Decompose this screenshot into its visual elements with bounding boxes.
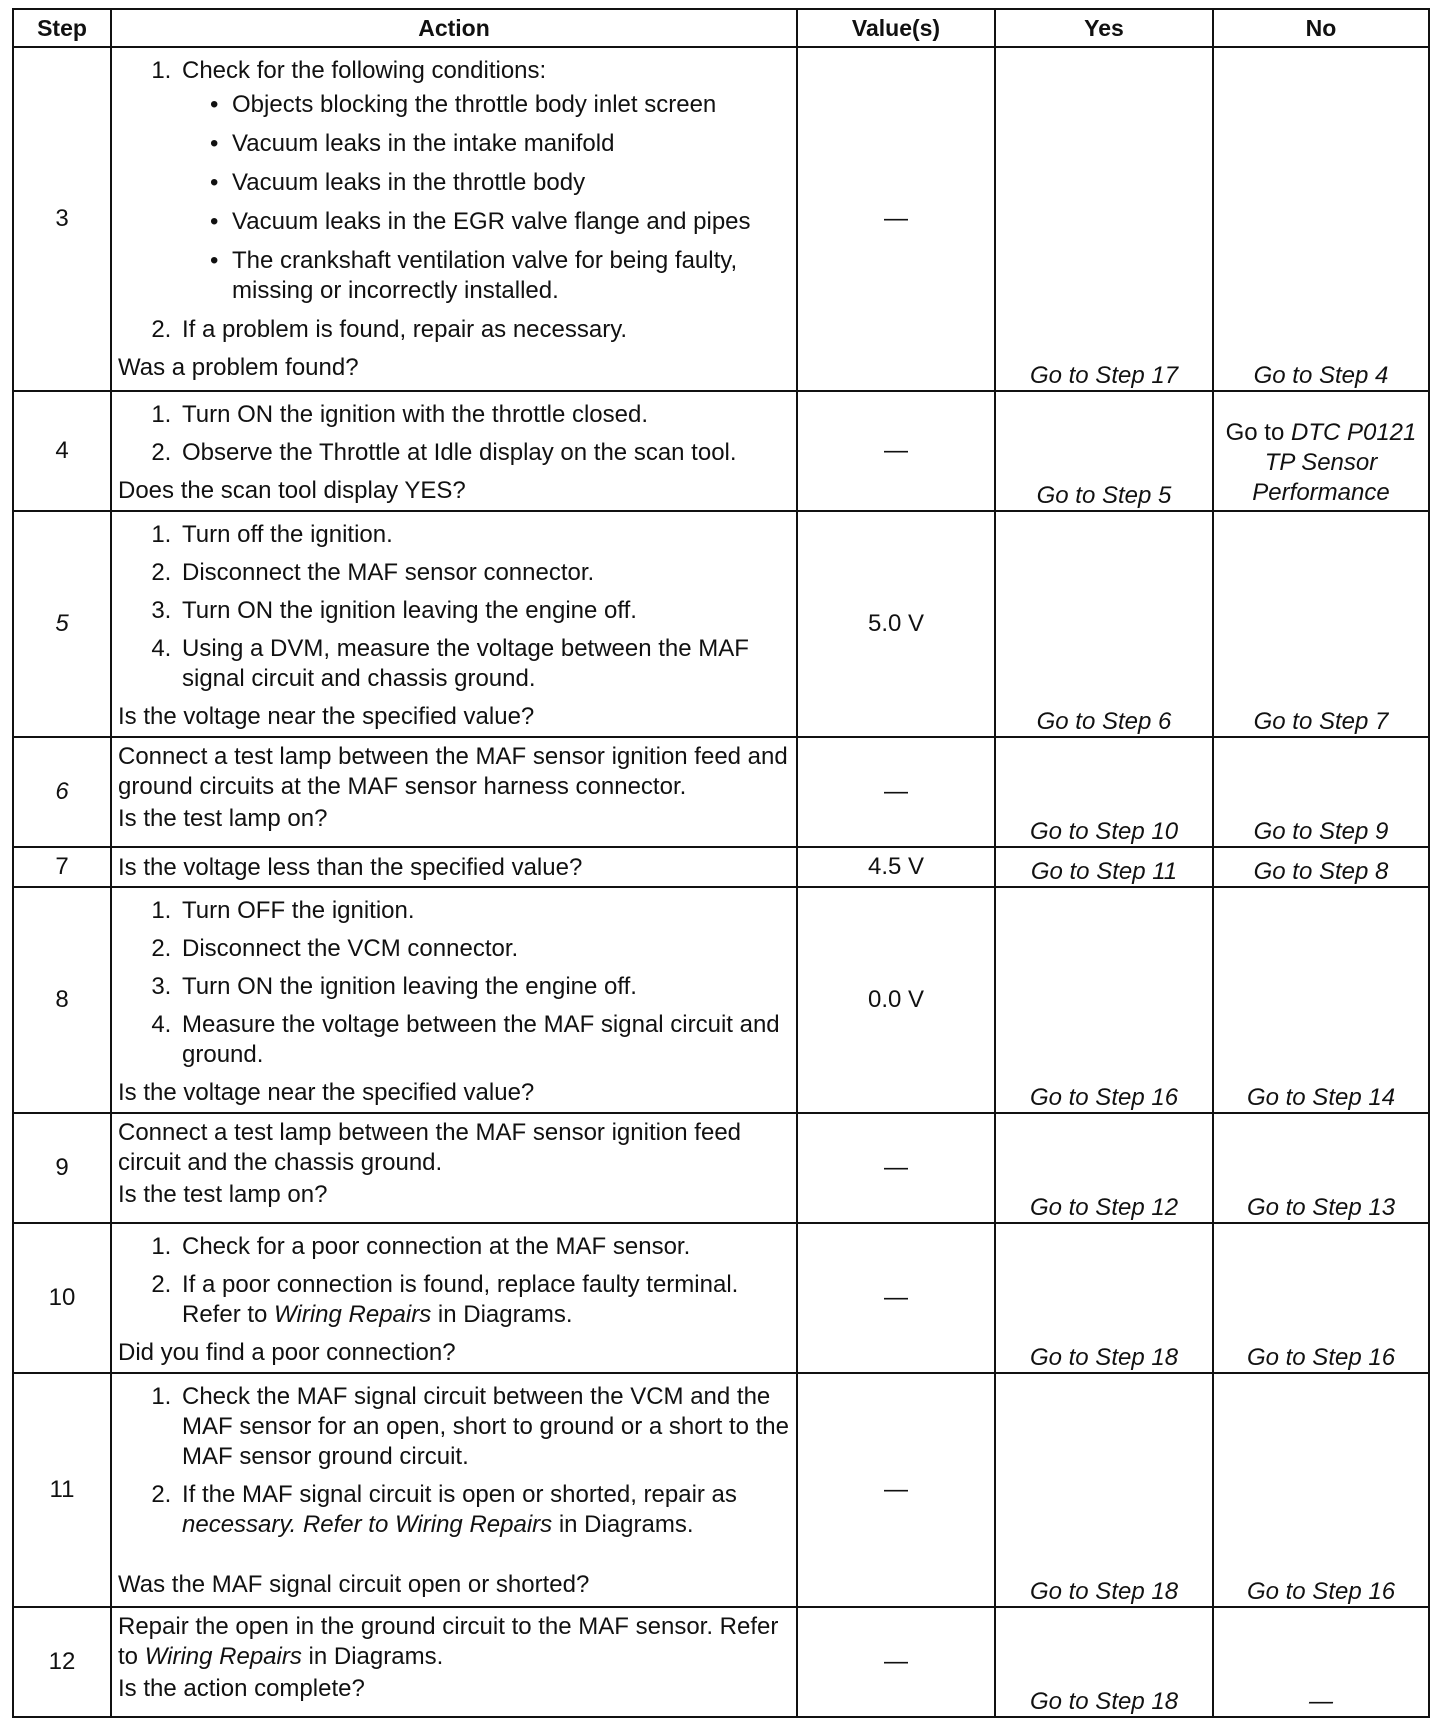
condition-item: • Vacuum leaks in the EGR valve flange and pipes <box>210 208 751 235</box>
dtc-name-line2: Performance <box>1252 479 1390 506</box>
action-steps <box>118 896 792 1070</box>
step-number: 3 <box>13 47 111 391</box>
yes-link[interactable]: Go to Step 17 <box>1029 362 1179 389</box>
action-item: 4. Measure the voltage between the MAF signal circuit and ground. <box>178 1010 792 1070</box>
header-action: Action <box>111 9 797 47</box>
value-cell: — <box>797 391 995 511</box>
no-link[interactable]: Go to Step 9 <box>1253 818 1389 845</box>
action-item: 2. Observe the Throttle at Idle display on the scan tool. <box>178 438 792 468</box>
bullet-icon: • <box>210 169 219 196</box>
action-item: 4. Using a DVM, measure the voltage between the MAF signal circuit and chassis ground. <box>178 634 792 694</box>
condition-item: • Vacuum leaks in the intake manifold <box>210 130 615 157</box>
value-cell: 0.0 V <box>797 887 995 1113</box>
table-row <box>13 847 1429 887</box>
yes-cell <box>995 887 1213 1113</box>
action-question: Was the MAF signal circuit open or shorted? <box>118 1571 590 1598</box>
yes-link[interactable]: Go to Step 10 <box>1029 818 1179 845</box>
table-row <box>13 887 1429 1113</box>
yes-link[interactable]: Go to Step 12 <box>1029 1194 1179 1221</box>
action-question: Did you find a poor connection? <box>118 1339 456 1366</box>
condition-list <box>182 90 792 306</box>
action-question: Is the test lamp on? <box>118 1181 328 1208</box>
value-cell: — <box>797 47 995 391</box>
action-cell <box>111 391 797 511</box>
action-item: 2. If the MAF signal circuit is open or shorted, repair as necessary. Refer to Wiring Repairs in Diagrams. <box>178 1480 792 1540</box>
action-cell <box>111 887 797 1113</box>
action-cell <box>111 847 797 887</box>
no-link[interactable] <box>1214 418 1428 510</box>
header-yes: Yes <box>995 9 1213 47</box>
header-no: No <box>1213 9 1429 47</box>
no-cell <box>1213 391 1429 511</box>
no-cell <box>1213 737 1429 847</box>
action-question: Does the scan tool display YES? <box>118 477 466 504</box>
yes-cell <box>995 511 1213 737</box>
yes-link[interactable]: Go to Step 5 <box>1036 482 1172 509</box>
no-cell <box>1213 1607 1429 1717</box>
value-cell: — <box>797 1607 995 1717</box>
no-cell <box>1213 47 1429 391</box>
action-item: 1. Check the MAF signal circuit between the VCM and the MAF sensor for an open, short to ground or a short to the MAF sensor ground circuit. <box>178 1382 792 1472</box>
value-cell: — <box>797 1113 995 1223</box>
diagnostic-table <box>12 8 1430 1718</box>
action-item: 2. Disconnect the VCM connector. <box>178 934 792 964</box>
yes-cell <box>995 47 1213 391</box>
header-step: Step <box>13 9 111 47</box>
no-cell <box>1213 1223 1429 1373</box>
action-question: Is the action complete? <box>118 1675 365 1702</box>
yes-link[interactable]: Go to Step 18 <box>1029 1688 1179 1715</box>
no-cell <box>1213 847 1429 887</box>
no-cell <box>1213 1373 1429 1607</box>
action-steps <box>118 400 792 468</box>
action-item <box>178 56 792 306</box>
yes-cell <box>995 847 1213 887</box>
no-cell <box>1213 511 1429 737</box>
table-row <box>13 391 1429 511</box>
table-row <box>13 1113 1429 1223</box>
yes-cell <box>995 391 1213 511</box>
action-question: Is the test lamp on? <box>118 805 328 832</box>
action-question: Is the voltage near the specified value? <box>118 1079 535 1106</box>
yes-link[interactable]: Go to Step 18 <box>1029 1578 1179 1605</box>
step-number: 7 <box>13 847 111 887</box>
yes-link[interactable]: Go to Step 6 <box>1036 708 1172 735</box>
step-number: 5 <box>13 511 111 737</box>
action-cell <box>111 1607 797 1717</box>
no-link[interactable]: Go to Step 4 <box>1253 362 1389 389</box>
action-item: 3. Turn ON the ignition leaving the engine off. <box>178 972 792 1002</box>
no-link[interactable]: Go to Step 13 <box>1246 1194 1396 1221</box>
action-question: Is the voltage near the specified value? <box>118 703 535 730</box>
value-cell: — <box>797 1223 995 1373</box>
reference-title: Wiring Repairs <box>144 1643 302 1670</box>
no-link-prefix: Go to <box>1225 419 1291 446</box>
step-number: 4 <box>13 391 111 511</box>
table-row <box>13 737 1429 847</box>
action-cell <box>111 1223 797 1373</box>
action-text: Connect a test lamp between the MAF sensor ignition feed circuit and the chassis ground. <box>118 1119 742 1176</box>
action-cell <box>111 1113 797 1223</box>
bullet-icon: • <box>210 91 219 118</box>
table-row <box>13 1373 1429 1607</box>
header-values: Value(s) <box>797 9 995 47</box>
condition-item: • Vacuum leaks in the throttle body <box>210 169 586 196</box>
no-cell <box>1213 887 1429 1113</box>
action-item: 1. Turn ON the ignition with the throttle closed. <box>178 400 792 430</box>
yes-cell <box>995 737 1213 847</box>
bullet-icon: • <box>210 247 219 274</box>
condition-item: • Objects blocking the throttle body inlet screen <box>210 91 717 118</box>
no-link[interactable]: Go to Step 14 <box>1246 1084 1396 1111</box>
action-cell <box>111 1373 797 1607</box>
value-cell: — <box>797 1373 995 1607</box>
table-row <box>13 511 1429 737</box>
action-steps <box>118 1232 792 1330</box>
action-text: Repair the open in the ground circuit to the MAF sensor. Refer to Wiring Repairs in Diagrams. <box>118 1613 779 1670</box>
table-row <box>13 47 1429 391</box>
no-link: — <box>1309 1688 1333 1715</box>
yes-link[interactable]: Go to Step 11 <box>1030 858 1178 885</box>
action-cell <box>111 511 797 737</box>
step-number: 10 <box>13 1223 111 1373</box>
action-item: 2. If a problem is found, repair as necessary. <box>178 315 792 345</box>
yes-cell <box>995 1113 1213 1223</box>
dtc-name-line1: TP Sensor <box>1264 449 1378 476</box>
action-item: 2. If a poor connection is found, replace faulty terminal. Refer to Wiring Repairs in Diagrams. <box>178 1270 792 1330</box>
value-cell: — <box>797 737 995 847</box>
no-link[interactable]: Go to Step 16 <box>1246 1578 1396 1605</box>
action-steps <box>118 1382 792 1540</box>
bullet-icon: • <box>210 208 219 235</box>
table-row <box>13 1607 1429 1717</box>
no-link[interactable]: Go to Step 8 <box>1253 858 1389 885</box>
action-item-text: Check for the following conditions: <box>182 57 547 84</box>
yes-cell <box>995 1223 1213 1373</box>
action-cell <box>111 47 797 391</box>
action-steps <box>118 520 792 694</box>
reference-title: Wiring Repairs <box>274 1301 432 1328</box>
yes-cell <box>995 1607 1213 1717</box>
action-cell <box>111 737 797 847</box>
action-item: 2. Disconnect the MAF sensor connector. <box>178 558 792 588</box>
action-item: 1. Check for a poor connection at the MAF sensor. <box>178 1232 792 1262</box>
header-row <box>13 9 1429 47</box>
yes-link[interactable]: Go to Step 16 <box>1029 1084 1179 1111</box>
action-text: Connect a test lamp between the MAF sensor ignition feed and ground circuits at the MAF sensor harness connector. <box>118 743 788 800</box>
condition-item: • The crankshaft ventilation valve for being faulty, missing or incorrectly installed. <box>210 247 738 304</box>
no-link[interactable]: Go to Step 16 <box>1246 1344 1396 1371</box>
action-question: Was a problem found? <box>118 354 359 381</box>
action-item: 3. Turn ON the ignition leaving the engine off. <box>178 596 792 626</box>
step-number: 9 <box>13 1113 111 1223</box>
table-row <box>13 1223 1429 1373</box>
action-item: 1. Turn OFF the ignition. <box>178 896 792 926</box>
bullet-icon: • <box>210 130 219 157</box>
action-question: Is the voltage less than the specified value? <box>118 854 583 881</box>
action-item: 1. Turn off the ignition. <box>178 520 792 550</box>
action-steps <box>118 56 792 345</box>
yes-link[interactable]: Go to Step 18 <box>1029 1344 1179 1371</box>
value-cell: 5.0 V <box>797 511 995 737</box>
value-cell: 4.5 V <box>797 847 995 887</box>
yes-cell <box>995 1373 1213 1607</box>
step-number: 8 <box>13 887 111 1113</box>
reference-title: Wiring Repairs <box>394 1511 553 1538</box>
no-link[interactable]: Go to Step 7 <box>1253 708 1389 735</box>
step-number: 11 <box>13 1373 111 1607</box>
no-cell <box>1213 1113 1429 1223</box>
step-number: 12 <box>13 1607 111 1717</box>
dtc-code: DTC P0121 <box>1290 419 1417 446</box>
step-number: 6 <box>13 737 111 847</box>
